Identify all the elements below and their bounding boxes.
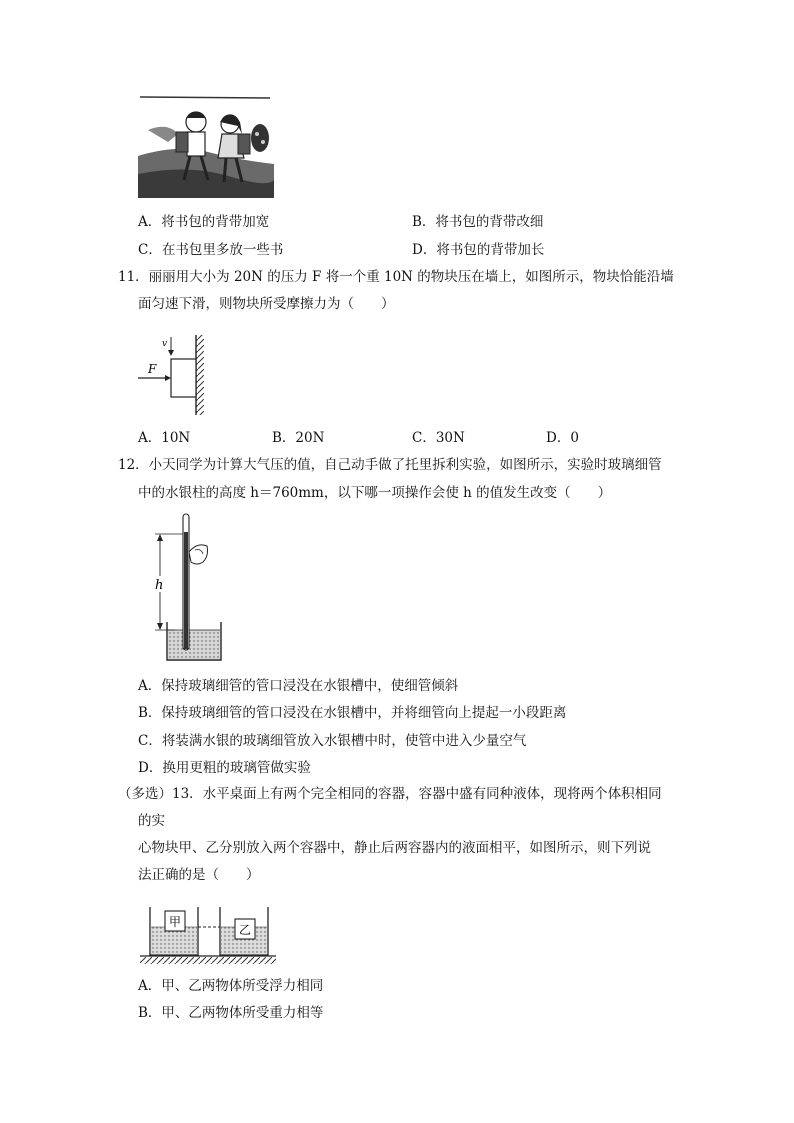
- q11-option-a: A．10N: [138, 430, 191, 446]
- backpack-children-illustration: [138, 94, 274, 198]
- q13-stem-line1: （多选）13．水平桌面上有两个完全相同的容器，容器中盛有同种液体，现将两个体积相同: [118, 786, 662, 802]
- q10-option-b: B．将书包的背带改细: [412, 214, 544, 230]
- q12-option-a: A．保持玻璃细管的管口浸没在水银槽中，使细管倾斜: [138, 678, 459, 694]
- q13-stem-line2: 的实: [138, 813, 165, 829]
- q13-stem-line4: 法正确的是（ ）: [138, 867, 260, 883]
- q12-stem-line2: 中的水银柱的高度 h＝760mm，以下哪一项操作会使 h 的值发生改变（ ）: [138, 485, 612, 501]
- q13-option-a: A．甲、乙两物体所受浮力相同: [138, 978, 324, 994]
- force-label: F: [148, 362, 157, 376]
- block-against-wall-figure: [138, 333, 218, 415]
- block-a-label: 甲: [169, 915, 182, 929]
- q11-option-d: D．0: [546, 430, 579, 446]
- q10-option-c: C．在书包里多放一些书: [138, 242, 284, 258]
- q10-option-d: D．将书包的背带加长: [412, 242, 545, 258]
- q10-option-a: A．将书包的背带加宽: [138, 214, 270, 230]
- q13-stem-line3: 心物块甲、乙分别放入两个容器中，静止后两容器内的液面相平，如图所示，则下列说: [138, 840, 651, 856]
- height-label: h: [155, 578, 164, 593]
- q11-option-c: C．30N: [412, 430, 465, 446]
- torricelli-experiment-figure: [145, 512, 230, 664]
- q12-option-c: C．将装满水银的玻璃细管放入水银槽中时，使管中进入少量空气: [138, 733, 527, 749]
- block-b-label: 乙: [239, 923, 252, 937]
- q12-stem-line1: 12．小天同学为计算大气压的值，自己动手做了托里拆利实验，如图所示，实验时玻璃细管: [118, 457, 662, 473]
- q12-option-b: B．保持玻璃细管的管口浸没在水银槽中，并将细管向上提起一小段距离: [138, 705, 567, 721]
- two-containers-figure: [140, 903, 276, 965]
- q11-option-b: B．20N: [272, 430, 325, 446]
- velocity-label: v: [162, 339, 168, 349]
- q11-stem-line2: 面匀速下滑，则物块所受摩擦力为（ ）: [138, 296, 395, 312]
- q11-stem-line1: 11．丽丽用大小为 20N 的压力 F 将一个重 10N 的物块压在墙上，如图所示，物块恰能沿墙: [118, 269, 674, 285]
- q12-option-d: D．换用更粗的玻璃管做实验: [138, 760, 311, 776]
- q13-option-b: B．甲、乙两物体所受重力相等: [138, 1005, 324, 1021]
